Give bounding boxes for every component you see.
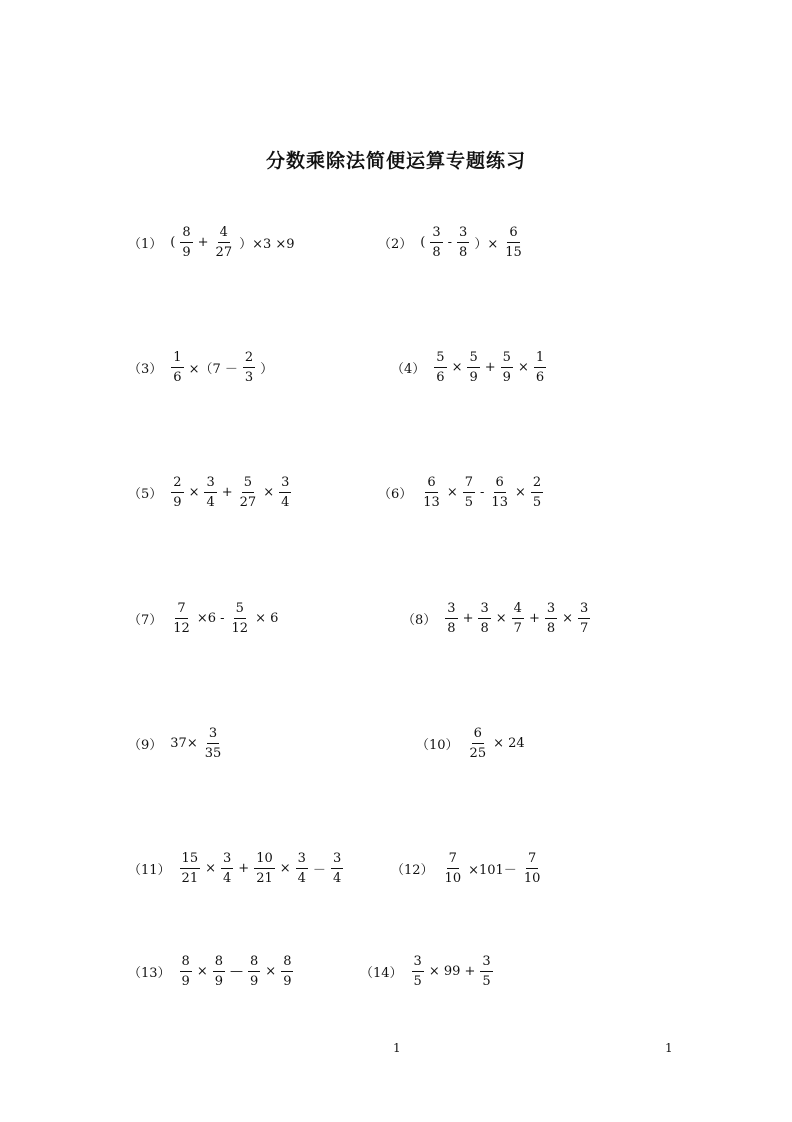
fraction <box>463 476 475 509</box>
operator-text: ( <box>170 234 176 250</box>
operator-text: - <box>447 234 453 250</box>
fraction-numerator: 6 <box>494 476 506 493</box>
fraction <box>203 727 224 760</box>
problem-label: （4） <box>391 361 426 377</box>
operator-text: + <box>462 610 474 626</box>
fraction <box>531 476 543 509</box>
fraction-numerator: 7 <box>526 852 538 869</box>
fraction <box>430 226 442 259</box>
problem-5 <box>128 472 294 512</box>
fraction-denominator: 13 <box>423 494 440 510</box>
fraction-numerator: 3 <box>331 852 343 869</box>
fraction-numerator: 4 <box>512 602 524 619</box>
fraction <box>213 955 225 988</box>
page-title: 分数乘除法简便运算专题练习 <box>265 150 526 172</box>
page-number-right: 1 <box>665 1041 673 1055</box>
fraction-denominator: 13 <box>491 494 508 510</box>
fraction-denominator: 9 <box>173 494 182 510</box>
fraction-denominator: 4 <box>206 494 215 510</box>
problem-3 <box>128 347 275 387</box>
fraction-numerator: 3 <box>445 602 457 619</box>
operator-text: － <box>312 862 326 878</box>
fraction <box>467 351 479 384</box>
problem-label: （11） <box>128 862 171 878</box>
operator-text: - <box>480 484 485 500</box>
fraction-denominator: 5 <box>532 494 542 510</box>
fraction <box>457 226 469 259</box>
fraction-denominator: 9 <box>502 369 511 385</box>
operator-text: × <box>562 610 574 626</box>
fraction-numerator: 8 <box>248 955 260 972</box>
operator-text: ( <box>420 234 426 250</box>
fraction-denominator: 7 <box>513 620 522 636</box>
operator-text: × <box>451 359 463 375</box>
operator-text: × 99 + <box>428 963 476 979</box>
problem-6 <box>378 472 546 512</box>
operator-text: + <box>484 359 496 375</box>
operator-text: + <box>238 860 250 876</box>
problem-9 <box>128 723 226 763</box>
fraction-denominator: 9 <box>250 973 259 989</box>
fraction-numerator: 3 <box>478 602 490 619</box>
problem-14 <box>360 951 496 991</box>
operator-text: ） <box>260 361 274 377</box>
operator-text: ）×3 ×9 <box>239 236 295 252</box>
fraction-denominator: 8 <box>459 244 468 260</box>
fraction-numerator: 2 <box>171 476 183 493</box>
problem-12 <box>391 848 545 888</box>
problem-11 <box>128 848 346 888</box>
operator-text: × <box>265 963 277 979</box>
problem-label: （10） <box>416 737 459 753</box>
fraction-denominator: 5 <box>464 494 474 510</box>
operator-text: × <box>263 484 275 500</box>
fraction-numerator: 3 <box>430 226 442 243</box>
fraction-numerator: 8 <box>180 955 192 972</box>
fraction-numerator: 6 <box>472 727 484 744</box>
operator-text: ×（7 － <box>188 361 238 377</box>
fraction-denominator: 10 <box>444 870 462 886</box>
operator-text: + <box>221 484 233 500</box>
fraction <box>279 476 291 509</box>
operator-text: — <box>230 963 244 979</box>
fraction <box>180 955 192 988</box>
fraction-numerator: 6 <box>425 476 437 493</box>
fraction-numerator: 10 <box>254 852 275 869</box>
problem-label: （9） <box>128 737 163 753</box>
fraction <box>331 852 343 885</box>
fraction-denominator: 27 <box>215 244 233 260</box>
fraction-numerator: 2 <box>531 476 543 493</box>
problem-label: （2） <box>378 236 413 252</box>
page-number-left: 1 <box>393 1041 401 1055</box>
fraction <box>545 602 557 635</box>
fraction-numerator: 3 <box>412 955 424 972</box>
problem-8 <box>402 598 593 638</box>
fraction-denominator: 7 <box>580 620 589 636</box>
fraction-numerator: 8 <box>281 955 293 972</box>
operator-text: 37× <box>170 735 198 751</box>
fraction-numerator: 5 <box>434 351 446 368</box>
fraction-denominator: 12 <box>173 620 190 636</box>
fraction <box>230 602 251 635</box>
fraction-denominator: 8 <box>447 620 456 636</box>
fraction-denominator: 9 <box>182 244 191 260</box>
fraction-numerator: 5 <box>467 351 479 368</box>
fraction-numerator: 3 <box>545 602 557 619</box>
fraction-numerator: 5 <box>234 602 246 619</box>
fraction-denominator: 9 <box>469 369 478 385</box>
fraction <box>522 852 543 885</box>
problem-label: （5） <box>128 486 163 502</box>
problem-7 <box>128 598 280 638</box>
fraction-numerator: 5 <box>501 351 513 368</box>
fraction-denominator: 35 <box>204 745 222 761</box>
fraction <box>180 852 201 885</box>
problem-2 <box>378 222 527 262</box>
fraction-denominator: 25 <box>469 745 487 761</box>
fraction-numerator: 3 <box>480 955 492 972</box>
operator-text: + <box>197 234 209 250</box>
fraction-denominator: 4 <box>332 870 342 886</box>
fraction-denominator: 6 <box>535 369 545 385</box>
fraction <box>204 476 216 509</box>
fraction-denominator: 4 <box>223 870 232 886</box>
fraction-denominator: 5 <box>482 973 491 989</box>
operator-text: × <box>188 484 200 500</box>
fraction-denominator: 9 <box>181 973 190 989</box>
fraction <box>180 226 192 259</box>
fraction <box>421 476 442 509</box>
fraction-numerator: 1 <box>534 351 546 368</box>
fraction-numerator: 3 <box>279 476 291 493</box>
operator-text: ）× <box>474 236 499 252</box>
fraction <box>480 955 492 988</box>
fraction-numerator: 7 <box>175 602 187 619</box>
fraction-denominator: 8 <box>432 244 441 260</box>
fraction-numerator: 5 <box>242 476 254 493</box>
fraction-numerator: 15 <box>180 852 201 869</box>
fraction-numerator: 3 <box>221 852 233 869</box>
fraction <box>254 852 275 885</box>
fraction <box>534 351 546 384</box>
fraction-denominator: 3 <box>244 369 254 385</box>
problem-label: （14） <box>360 965 403 981</box>
fraction <box>489 476 510 509</box>
operator-text: ×101－ <box>468 862 517 878</box>
fraction-denominator: 6 <box>436 369 445 385</box>
problem-label: （1） <box>128 236 163 252</box>
fraction <box>501 351 513 384</box>
fraction-numerator: 1 <box>171 351 183 368</box>
fraction <box>443 852 464 885</box>
fraction-denominator: 4 <box>281 494 290 510</box>
operator-text: × <box>495 610 507 626</box>
operator-text: × 24 <box>493 735 525 751</box>
fraction <box>281 955 293 988</box>
problem-label: （13） <box>128 965 171 981</box>
operator-text: × <box>446 484 458 500</box>
operator-text: ×6 - <box>196 610 225 626</box>
operator-text: × <box>517 359 529 375</box>
problem-4 <box>391 347 549 387</box>
operator-text: × <box>205 860 216 876</box>
fraction <box>296 852 308 885</box>
fraction <box>248 955 260 988</box>
problem-label: （6） <box>378 486 413 502</box>
operator-text: × 6 <box>255 610 279 626</box>
operator-text: × <box>196 963 208 979</box>
fraction <box>214 226 235 259</box>
fraction-numerator: 3 <box>578 602 590 619</box>
fraction <box>171 351 183 384</box>
fraction <box>445 602 457 635</box>
fraction-numerator: 3 <box>204 476 216 493</box>
problem-13 <box>128 951 296 991</box>
operator-text: × <box>514 484 526 500</box>
fraction-denominator: 12 <box>231 620 249 636</box>
fraction-denominator: 4 <box>297 870 306 886</box>
fraction-denominator: 27 <box>239 494 257 510</box>
fraction <box>503 226 524 259</box>
fraction <box>221 852 233 885</box>
fraction-numerator: 3 <box>207 727 219 744</box>
fraction-denominator: 8 <box>546 620 556 636</box>
fraction-numerator: 7 <box>463 476 475 493</box>
problem-10 <box>416 723 527 763</box>
fraction-numerator: 3 <box>457 226 469 243</box>
fraction-numerator: 7 <box>447 852 459 869</box>
operator-text: + <box>528 610 540 626</box>
fraction <box>578 602 590 635</box>
problem-label: （7） <box>128 612 163 628</box>
fraction <box>238 476 259 509</box>
problem-1 <box>128 222 297 262</box>
fraction <box>468 727 489 760</box>
fraction <box>412 955 424 988</box>
fraction <box>512 602 524 635</box>
problem-label: （3） <box>128 361 163 377</box>
fraction <box>434 351 446 384</box>
fraction-numerator: 8 <box>213 955 225 972</box>
fraction-numerator: 2 <box>243 351 255 368</box>
fraction-numerator: 8 <box>180 226 192 243</box>
fraction-denominator: 21 <box>256 870 273 886</box>
fraction <box>171 602 192 635</box>
problem-label: （8） <box>402 612 437 628</box>
fraction-numerator: 4 <box>218 226 230 243</box>
fraction-denominator: 8 <box>480 620 489 636</box>
fraction-denominator: 9 <box>214 973 224 989</box>
operator-text: × <box>279 860 291 876</box>
fraction <box>171 476 183 509</box>
fraction-denominator: 6 <box>173 369 182 385</box>
fraction <box>478 602 490 635</box>
fraction-denominator: 10 <box>523 870 541 886</box>
fraction-denominator: 21 <box>181 870 199 886</box>
fraction-numerator: 3 <box>296 852 308 869</box>
fraction-denominator: 5 <box>413 973 422 989</box>
fraction-denominator: 9 <box>283 973 292 989</box>
fraction-numerator: 6 <box>507 226 519 243</box>
fraction-denominator: 15 <box>505 244 522 260</box>
problem-label: （12） <box>391 862 434 878</box>
fraction <box>243 351 255 384</box>
